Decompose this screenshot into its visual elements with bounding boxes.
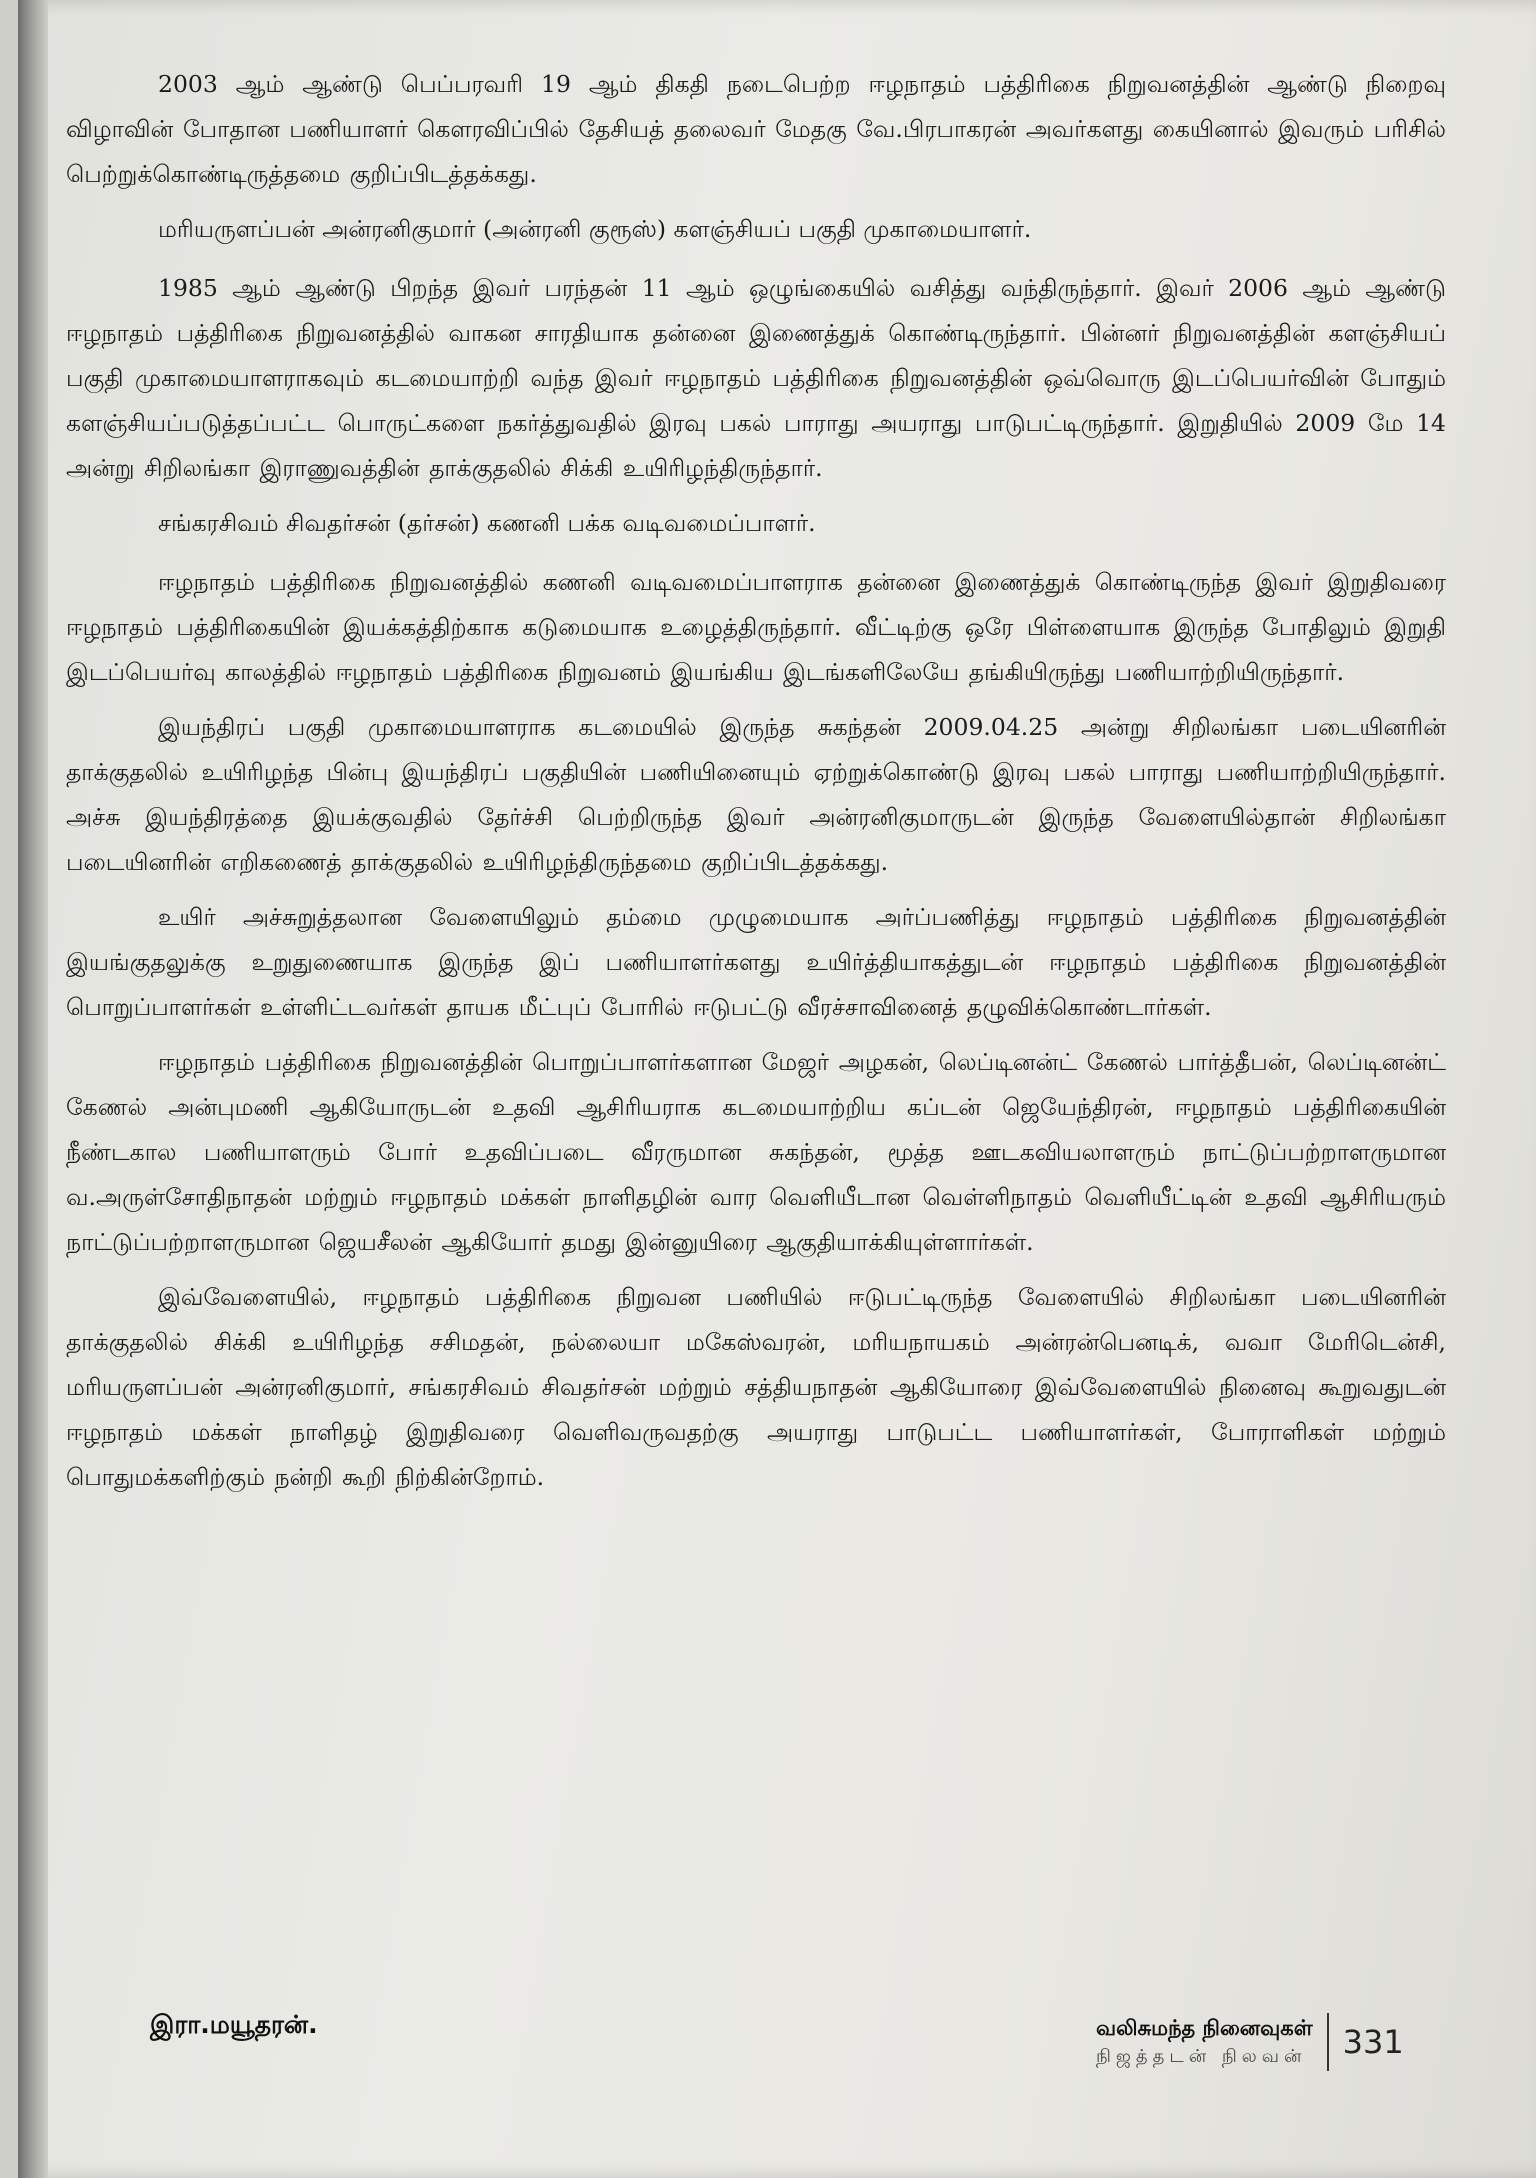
- paragraph-sacrifice: உயிர் அச்சுறுத்தலான வேளையிலும் தம்மை முழுமையாக அர்ப்பணித்து ஈழநாதம் பத்திரிகை நிறுவனத்தின் இயங்குதலுக்கு உறுதுணையாக இருந்த இப் பணியாளர்களது உயிர்த்தியாகத்துடன் ஈழநாதம் பத்திரிகை நிறுவனத்தின் பொறுப்பாளர்கள் உள்ளிட்டவர்கள் தாயக மீட்புப் போரில் ஈடுபட்டு வீரச்சாவினைத் தழுவிக்கொண்டார்கள்.: [66, 903, 1446, 1021]
- paragraph-machine-section: இயந்திரப் பகுதி முகாமையாளராக கடமையில் இருந்த சுகந்தன் 2009.04.25 அன்று சிறிலங்கா படையினரின் தாக்குதலில் உயிரிழந்த பின்பு இயந்திரப் பகுதியின் பணியினையும் ஏற்றுக்கொண்டு இரவு பகல் பாராது பணியாற்றியிருந்தார். அச்சு இயந்திரத்தை இயக்குவதில் தேர்ச்சி பெற்றிருந்த இவர் அன்ரனிகுமாருடன் இருந்த வேளையில்தான் சிறிலங்கா படையினரின் எறிகணைத் தாக்குதலில் உயிரிழந்திருந்தமை குறிப்பிடத்தக்கது.: [66, 713, 1446, 876]
- book-spine: [18, 0, 48, 2178]
- paragraph-sivatharsan: ஈழநாதம் பத்திரிகை நிறுவனத்தில் கணனி வடிவமைப்பாளராக தன்னை இணைத்துக் கொண்டிருந்த இவர் இறுதிவரை ஈழநாதம் பத்திரிகையின் இயக்கத்திற்காக கடுமையாக உழைத்திருந்தார். வீட்டிற்கு ஒரே பிள்ளையாக இருந்த போதிலும் இறுதி இடப்பெயர்வு காலத்தில் ஈழநாதம் பத்திரிகை நிறுவனம் இயங்கிய இடங்களிலேயே தங்கியிருந்து பணியாற்றியிருந்தார்.: [66, 568, 1446, 686]
- footer-book-author: நிஜத்தடன் நிலவன்: [1096, 2046, 1307, 2067]
- paragraph-leaders: ஈழநாதம் பத்திரிகை நிறுவனத்தின் பொறுப்பாளர்களான மேஜர் அழகன், லெப்டினன்ட் கேணல் பார்த்தீபன், லெப்டினன்ட் கேணல் அன்புமணி ஆகியோருடன் உதவி ஆசிரியராக கடமையாற்றிய கப்டன் ஜெயேந்திரன், ஈழநாதம் பத்திரிகையின் நீண்டகால பணியாளரும் போர் உதவிப்படை வீரருமான சுகந்தன், மூத்த ஊடகவியலாளரும் நாட்டுப்பற்றாளருமான வ.அருள்சோதிநாதன் மற்றும் ஈழநாதம் மக்கள் நாளிதழின் வார வெளியீடான வெள்ளிநாதம் வெளியீட்டின் உதவி ஆசிரியரும் நாட்டுப்பற்றாளருமான ஜெயசீலன் ஆகியோர் தமது இன்னுயிரை ஆகுதியாக்கியுள்ளார்கள்.: [66, 1048, 1446, 1256]
- heading-antonykumar: மரியருளப்பன் அன்ரனிகுமார் (அன்ரனி குரூஸ்) களஞ்சியப் பகுதி முகாமையாளர்.: [158, 215, 1032, 243]
- footer-book-info: [1096, 2013, 1329, 2071]
- page-footer: [1096, 2006, 1404, 2078]
- author-signature: இரா.மயூதரன்.: [150, 2010, 318, 2039]
- paragraph-gratitude: இவ்வேளையில், ஈழநாதம் பத்திரிகை நிறுவன பணியில் ஈடுபட்டிருந்த வேளையில் சிறிலங்கா படையினரின் தாக்குதலில் சிக்கி உயிரிழந்த சசிமதன், நல்லையா மகேஸ்வரன், மரியநாயகம் அன்ரன்பெனடிக், வவா மேரிடென்சி, மரியருளப்பன் அன்ரனிகுமார், சங்கரசிவம் சிவதர்சன் மற்றும் சத்தியநாதன் ஆகியோரை இவ்வேளையில் நினைவு கூறுவதுடன் ஈழநாதம் மக்கள் நாளிதழ் இறுதிவரை வெளிவருவதற்கு அயராது பாடுபட்ட பணியாளர்கள், போராளிகள் மற்றும் பொதுமக்களிற்கும் நன்றி கூறி நிற்கின்றோம்.: [66, 1283, 1446, 1491]
- page-number: 331: [1342, 2023, 1404, 2061]
- heading-sivatharsan: சங்கரசிவம் சிவதர்சன் (தர்சன்) கணனி பக்க வடிவமைப்பாளர்.: [158, 509, 816, 537]
- page-body: [66, 62, 1446, 1510]
- paragraph-award: 2003 ஆம் ஆண்டு பெப்பரவரி 19 ஆம் திகதி நடைபெற்ற ஈழநாதம் பத்திரிகை நிறுவனத்தின் ஆண்டு நிறைவு விழாவின் போதான பணியாளர் கௌரவிப்பில் தேசியத் தலைவர் மேதகு வே.பிரபாகரன் அவர்களது கையினால் இவரும் பரிசில் பெற்றுக்கொண்டிருத்தமை குறிப்பிடத்தக்கது.: [66, 70, 1446, 188]
- footer-book-title: வலிசுமந்த நினைவுகள்: [1096, 2016, 1313, 2040]
- book-page: [18, 0, 1536, 2178]
- paragraph-antonykumar: 1985 ஆம் ஆண்டு பிறந்த இவர் பரந்தன் 11 ஆம் ஒழுங்கையில் வசித்து வந்திருந்தார். இவர் 2006 ஆம் ஆண்டு ஈழநாதம் பத்திரிகை நிறுவனத்தில் வாகன சாரதியாக தன்னை இணைத்துக் கொண்டிருந்தார். பின்னர் நிறுவனத்தின் களஞ்சியப் பகுதி முகாமையாளராகவும் கடமையாற்றி வந்த இவர் ஈழநாதம் பத்திரிகை நிறுவனத்தின் ஒவ்வொரு இடப்பெயர்வின் போதும் களஞ்சியப்படுத்தப்பட்ட பொருட்களை நகர்த்துவதில் இரவு பகல் பாராது அயராது பாடுபட்டிருந்தார். இறுதியில் 2009 மே 14 அன்று சிறிலங்கா இராணுவத்தின் தாக்குதலில் சிக்கி உயிரிழந்திருந்தார்.: [66, 274, 1446, 482]
